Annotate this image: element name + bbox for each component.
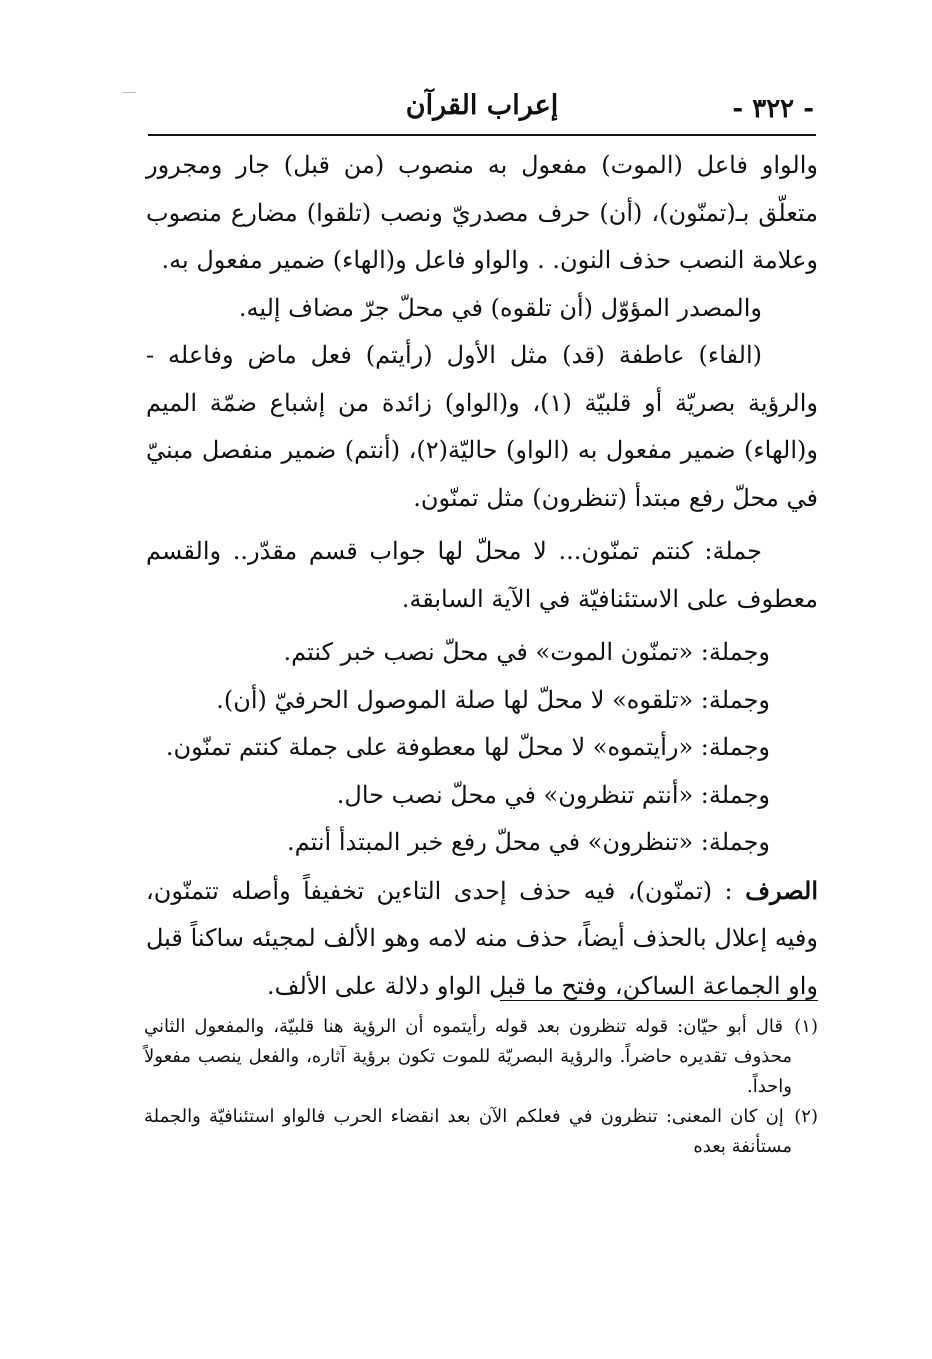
footnote-rule [500,1000,818,1001]
sarf-paragraph [146,867,818,1011]
paragraph-3: (الفاء) عاطفة (قد) مثل الأول (رأيتم) فعل ماض وفاعله - والرؤية بصريّة أو قلبيّة (١)، و(الواو) زائدة من إشباع ضمّة الميم و(الهاء) ضمير مفعول به (الواو) حاليّة(٢)، (أنتم) ضمير منفصل مبنيّ في محلّ رفع مبتدأ (تنظرون) مثل تمنّون. [146,341,818,512]
footnote-2-text: إن كان المعنى: تنظرون في فعلكم الآن بعد انقضاء الحرب فالواو استئنافيّة والجملة مستأنفة بعده [144,1106,792,1157]
scan-mark [122,92,136,93]
footnote-1-number: (١) [794,1016,818,1037]
footnote-2 [144,1102,818,1162]
footnote-1 [144,1012,818,1102]
footnote-1-text: قال أبو حيّان: قوله تنظرون بعد قوله رأيتموه أن الرؤية هنا قلبيّة، والمفعول الثاني محذوف تقديره حاضراً. والرؤية البصريّة للموت تكون برؤية آثاره، والفعل ينصب مفعولاً واحداً. [144,1016,792,1097]
page-header [148,88,816,128]
paragraph-1: والواو فاعل (الموت) مفعول به منصوب (من قبل) جار ومجرور متعلّق بـ(تمنّون)، (أن) حرف مصدريّ ونصب (تلقوا) مضارع منصوب وعلامة النصب حذف النون. . والواو فاعل و(الهاء) ضمير مفعول به. [146,151,818,274]
jumla-line-5: وجملة: «تنظرون» في محلّ رفع خبر المبتدأ أنتم. [287,828,770,856]
jumla-line-3: وجملة: «رأيتموه» لا محلّ لها معطوفة على جملة كنتم تمنّون. [165,733,770,761]
jumla-line-1: وجملة: «تمنّون الموت» في محلّ نصب خبر كنتم. [283,638,770,666]
book-title: إعراب القرآن [405,90,559,121]
footnotes [144,1012,818,1162]
jumla-line-2: وجملة: «تلقوه» لا محلّ لها صلة الموصول الحرفيّ (أن). [216,685,770,714]
footnote-2-number: (٢) [794,1106,818,1127]
main-text [146,142,818,1010]
header-rule [148,134,816,136]
jumla-line-4: وجملة: «أنتم تنظرون» في محلّ نصب حال. [336,780,770,809]
sarf-label: الصرف [745,875,818,905]
page-number: - ٣٢٢ - [732,94,814,124]
sarf-text: : (تمنّون)، فيه حذف إحدى التاءين تخفيفاً وأصله تتمنّون، وفيه إعلال بالحذف أيضاً، حذف منه لامه وهو الألف لمجيئه ساكناً قبل واو الجماعة الساكن، وفتح ما قبل الواو دلالة على الألف. [146,876,818,1000]
paragraph-2: والمصدر المؤوّل (أن تلقوه) في محلّ جرّ مضاف إليه. [238,293,762,322]
paragraph-4: جملة: كنتم تمنّون... لا محلّ لها جواب قسم مقدّر.. والقسم معطوف على الاستئنافيّة في الآية السابقة. [146,537,818,613]
